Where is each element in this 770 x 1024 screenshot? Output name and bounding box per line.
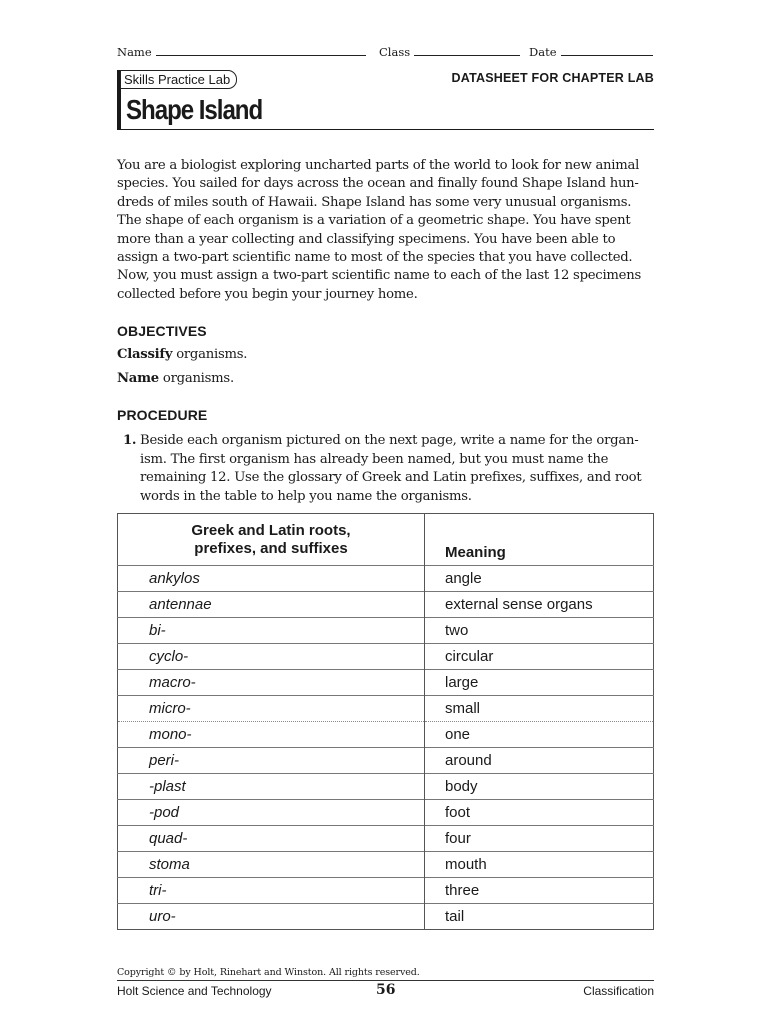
lab-type-tag: Skills Practice Lab xyxy=(120,70,237,89)
objective-verb: Name xyxy=(117,371,159,386)
meaning-cell: angle xyxy=(425,566,654,592)
intro-line: Now, you must assign a two-part scientific name to each of the last 12 specimens xyxy=(117,268,641,284)
table-row xyxy=(118,722,654,748)
meaning-cell: tail xyxy=(425,904,654,930)
root-cell: stoma xyxy=(118,852,425,878)
table-row xyxy=(118,696,654,722)
table-row xyxy=(118,748,654,774)
root-cell: tri- xyxy=(118,878,425,904)
date-field[interactable] xyxy=(529,44,653,59)
date-blank-line[interactable] xyxy=(561,44,653,56)
class-blank-line[interactable] xyxy=(414,44,520,56)
book-title: Holt Science and Technology xyxy=(117,984,272,998)
intro-line: more than a year collecting and classifying specimens. You have been able to xyxy=(117,231,616,247)
meaning-cell: large xyxy=(425,670,654,696)
meaning-cell: external sense organs xyxy=(425,592,654,618)
meaning-cell: one xyxy=(425,722,654,748)
meaning-cell: around xyxy=(425,748,654,774)
meaning-cell: two xyxy=(425,618,654,644)
objectives-heading: OBJECTIVES xyxy=(117,323,207,339)
column-header-meaning: Meaning xyxy=(445,544,506,561)
table-row xyxy=(118,592,654,618)
procedure-heading: PROCEDURE xyxy=(117,407,208,423)
procedure-step xyxy=(120,432,660,507)
table-row xyxy=(118,800,654,826)
root-cell: -plast xyxy=(118,774,425,800)
root-cell: bi- xyxy=(118,618,425,644)
page-title: Shape Island xyxy=(126,94,263,125)
intro-line: dreds of miles south of Hawaii. Shape Island has some very unusual organisms. xyxy=(117,194,632,210)
page-number: 56 xyxy=(376,982,396,998)
root-cell: macro- xyxy=(118,670,425,696)
intro-line: The shape of each organism is a variation of a geometric shape. You have spent xyxy=(117,213,631,229)
root-cell: antennae xyxy=(118,592,425,618)
table-row xyxy=(118,618,654,644)
root-cell: ankylos xyxy=(118,566,425,592)
class-field[interactable] xyxy=(379,44,520,59)
meaning-cell: body xyxy=(425,774,654,800)
name-blank-line[interactable] xyxy=(156,44,366,56)
class-label: Class xyxy=(379,45,411,59)
section-name: Classification xyxy=(583,984,654,998)
table-row xyxy=(118,774,654,800)
footer-divider xyxy=(117,980,654,981)
header-line: Greek and Latin roots, xyxy=(191,521,351,539)
table-row xyxy=(118,670,654,696)
meaning-cell: four xyxy=(425,826,654,852)
meaning-cell: three xyxy=(425,878,654,904)
table-header-row xyxy=(118,514,654,566)
root-cell: cyclo- xyxy=(118,644,425,670)
objective-text: organisms. xyxy=(172,347,248,362)
objective-item xyxy=(117,347,247,362)
step-line: ism. The first organism has already been named, but you must name the xyxy=(140,451,609,467)
intro-paragraph xyxy=(117,157,657,304)
root-cell: peri- xyxy=(118,748,425,774)
objective-item xyxy=(117,371,234,386)
step-line: Beside each organism pictured on the next page, write a name for the organ- xyxy=(140,433,639,448)
meaning-cell: foot xyxy=(425,800,654,826)
root-cell: quad- xyxy=(118,826,425,852)
intro-line: species. You sailed for days across the ocean and finally found Shape Island hun- xyxy=(117,176,639,192)
root-cell: uro- xyxy=(118,904,425,930)
meaning-cell: small xyxy=(425,696,654,722)
root-cell: micro- xyxy=(118,696,425,722)
table-row xyxy=(118,904,654,930)
title-divider xyxy=(117,129,654,130)
table-row xyxy=(118,852,654,878)
table-row xyxy=(118,878,654,904)
table-row xyxy=(118,566,654,592)
table-row xyxy=(118,826,654,852)
root-cell: mono- xyxy=(118,722,425,748)
objective-verb: Classify xyxy=(117,347,173,362)
name-label: Name xyxy=(117,45,152,59)
table-row xyxy=(118,644,654,670)
header-line: prefixes, and suffixes xyxy=(194,539,348,557)
step-line: remaining 12. Use the glossary of Greek and Latin prefixes, suffixes, and root xyxy=(140,470,642,486)
root-cell: -pod xyxy=(118,800,425,826)
copyright-notice: Copyright © by Holt, Rinehart and Winston. All rights reserved. xyxy=(117,967,420,978)
step-number: 1. xyxy=(123,433,137,448)
meaning-cell: circular xyxy=(425,644,654,670)
glossary-table xyxy=(117,513,654,930)
intro-line: collected before you begin your journey home. xyxy=(117,286,418,302)
student-info-row xyxy=(117,44,654,62)
name-field[interactable] xyxy=(117,44,366,59)
datasheet-label: DATASHEET FOR CHAPTER LAB xyxy=(451,71,654,85)
intro-line: You are a biologist exploring uncharted parts of the world to look for new animal xyxy=(117,158,640,173)
meaning-cell: mouth xyxy=(425,852,654,878)
step-line: words in the table to help you name the organisms. xyxy=(140,489,472,505)
objective-text: organisms. xyxy=(158,371,234,386)
intro-line: assign a two-part scientific name to most of the species that you have collected. xyxy=(117,250,633,266)
column-header-roots xyxy=(118,514,425,566)
date-label: Date xyxy=(529,45,557,59)
